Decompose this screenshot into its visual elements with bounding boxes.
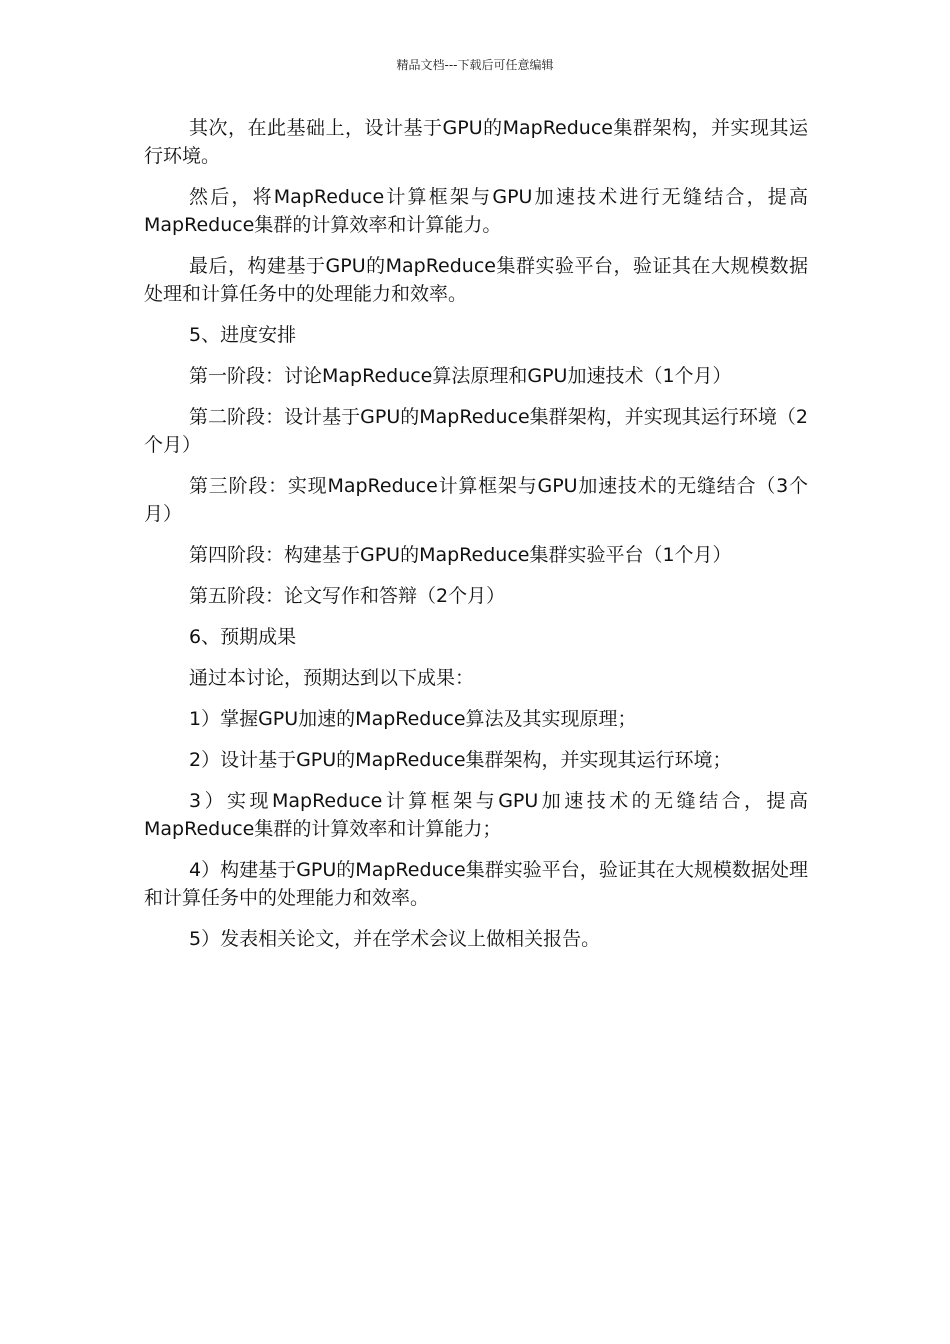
schedule-stage-5: 第五阶段：论文写作和答辩（2个月）	[189, 585, 506, 607]
schedule-stage-2: 第二阶段：设计基于GPU的MapReduce集群架构，并实现其运行环境（2个月）	[144, 406, 808, 456]
schedule-stage-4: 第四阶段：构建基于GPU的MapReduce集群实验平台（1个月）	[189, 544, 732, 566]
result-item-5: 5）发表相关论文，并在学术会议上做相关报告。	[189, 928, 601, 950]
results-intro: 通过本讨论，预期达到以下成果：	[189, 667, 475, 689]
paragraph-then-combine: 然后，将MapReduce计算框架与GPU加速技术进行无缝结合，提高MapReduce集群的计算效率和计算能力。	[144, 186, 808, 236]
schedule-stage-1: 第一阶段：讨论MapReduce算法原理和GPU加速技术（1个月）	[189, 365, 732, 387]
paragraph-next-design: 其次，在此基础上，设计基于GPU的MapReduce集群架构，并实现其运行环境。	[144, 117, 808, 167]
result-item-2: 2）设计基于GPU的MapReduce集群架构，并实现其运行环境；	[189, 749, 732, 771]
paragraph-finally-build: 最后，构建基于GPU的MapReduce集群实验平台，验证其在大规模数据处理和计算任务中的处理能力和效率。	[144, 255, 808, 305]
schedule-stage-3: 第三阶段：实现MapReduce计算框架与GPU加速技术的无缝结合（3个月）	[144, 475, 808, 525]
result-item-3: 3）实现MapReduce计算框架与GPU加速技术的无缝结合，提高MapReduce集群的计算效率和计算能力；	[144, 790, 808, 840]
section-heading-schedule: 5、进度安排	[189, 324, 297, 346]
result-item-4: 4）构建基于GPU的MapReduce集群实验平台，验证其在大规模数据处理和计算任务中的处理能力和效率。	[144, 859, 808, 909]
document-body	[144, 114, 808, 966]
section-heading-expected-results: 6、预期成果	[189, 626, 297, 648]
result-item-1: 1）掌握GPU加速的MapReduce算法及其实现原理；	[189, 708, 637, 730]
page-header: 精品文档---下载后可任意编辑	[396, 58, 554, 72]
